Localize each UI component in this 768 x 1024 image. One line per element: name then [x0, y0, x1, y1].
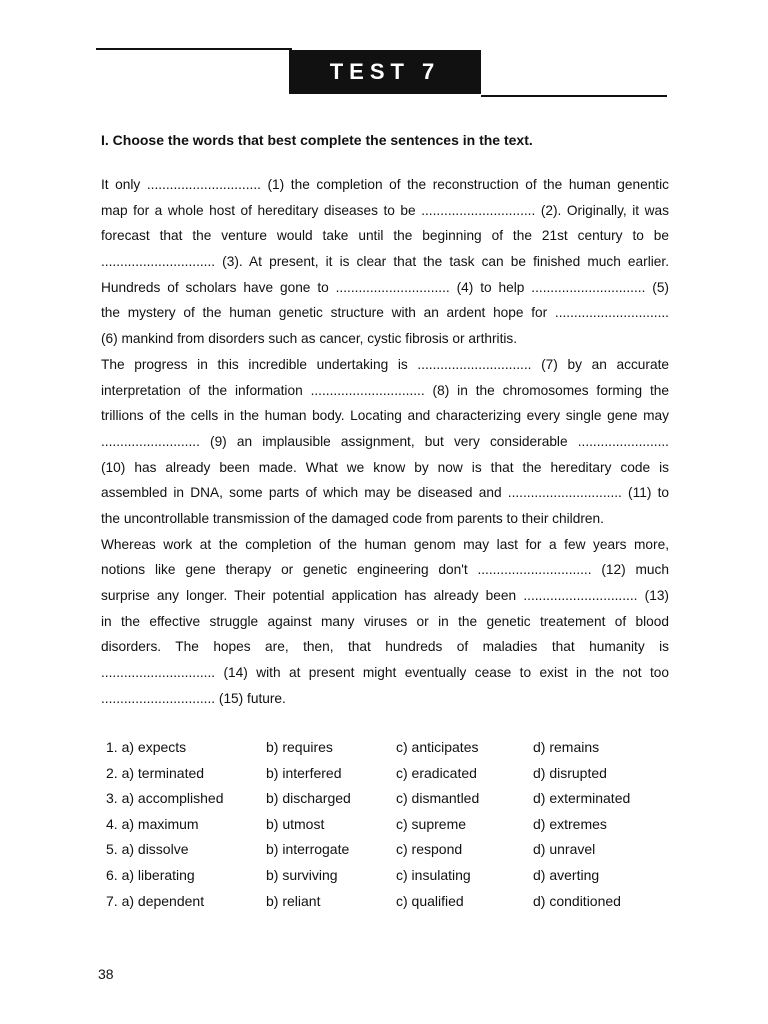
passage-line: (6) mankind from disorders such as cancer, cystic fibrosis or arthritis. [101, 331, 518, 347]
option-row [106, 812, 666, 838]
option-d: d) extremes [533, 815, 607, 832]
option-d: d) remains [533, 739, 600, 755]
option-c: c) anticipates [396, 739, 479, 755]
passage-line: The progress in this incredible undertaking is .............................. (7) by an accurate [101, 356, 669, 372]
instruction-heading: I. Choose the words that best complete the sentences in the text. [101, 132, 533, 148]
option-a: 1. a) expects [106, 739, 187, 755]
option-a: 7. a) dependent [106, 892, 205, 909]
passage-line: Hundreds of scholars have gone to .............................. (4) to help .............................. (5) [101, 279, 669, 295]
option-d: d) disrupted [533, 764, 607, 781]
passage-line: disorders. The hopes are, then, that hundreds of maladies that humanity is [101, 639, 669, 655]
option-row [106, 863, 666, 889]
option-b: b) discharged [266, 790, 351, 807]
page-number: 38 [98, 966, 114, 982]
option-row [106, 735, 666, 761]
option-b: b) interfered [266, 764, 342, 781]
option-a: 4. a) maximum [106, 815, 199, 832]
option-b: b) requires [266, 739, 333, 755]
option-d: d) unravel [533, 841, 596, 858]
passage-line: Whereas work at the completion of the human genom may last for a few years more, [101, 536, 669, 552]
passage-line: (10) has already been made. What we know by now is that the hereditary code is [101, 459, 669, 475]
passage [101, 172, 669, 711]
option-row [106, 837, 666, 863]
option-a: 6. a) liberating [106, 866, 195, 883]
option-d: d) conditioned [533, 892, 621, 909]
passage-line: .............................. (14) with at present might eventually cease to exist in the not too [101, 665, 669, 681]
option-c: c) eradicated [396, 764, 477, 781]
passage-line: map for a whole host of hereditary diseases to be .............................. (2). Originally, it was [101, 202, 669, 218]
option-c: c) respond [396, 841, 463, 858]
passage-line: trillions of the cells in the human body. Locating and characterizing every single gene may [101, 408, 669, 424]
option-b: b) interrogate [266, 841, 350, 858]
passage-line: forecast that the venture would take until the beginning of the 21st century to be [101, 228, 669, 244]
option-c: c) qualified [396, 892, 464, 909]
header-rule-right [481, 95, 667, 97]
option-b: b) reliant [266, 892, 321, 909]
option-c: c) dismantled [396, 790, 480, 807]
passage-line: .............................. (15) future. [101, 690, 286, 706]
option-a: 5. a) dissolve [106, 841, 189, 858]
header-rule-left [96, 48, 292, 50]
option-row [106, 761, 666, 787]
passage-line: interpretation of the information .............................. (8) in the chromosomes forming the [101, 382, 669, 398]
passage-line: It only .............................. (1) the completion of the reconstruction of the human genentic [101, 177, 669, 192]
passage-line: in the effective struggle against many viruses or in the genetic treatement of blood [101, 613, 669, 629]
passage-line: surprise any longer. Their potential application has already been .............................. (13) [101, 588, 669, 603]
passage-line: .............................. (3). At present, it is clear that the task can be finished much earlier. [101, 254, 669, 270]
option-c: c) insulating [396, 866, 471, 883]
option-a: 3. a) accomplished [106, 790, 224, 807]
option-b: b) utmost [266, 815, 325, 832]
option-d: d) averting [533, 866, 600, 883]
option-row [106, 786, 666, 812]
option-row [106, 889, 666, 915]
test-title: TEST 7 [289, 50, 481, 94]
passage-line: assembled in DNA, some parts of which may be diseased and .............................. (11) to [101, 485, 669, 501]
passage-line: .......................... (9) an implausible assignment, but very considerable ........................ [101, 433, 669, 449]
option-d: d) exterminated [533, 790, 631, 807]
passage-line: notions like gene therapy or genetic engineering don't .............................. (12) much [101, 562, 669, 578]
answer-options [106, 735, 666, 914]
option-b: b) surviving [266, 866, 338, 883]
passage-line: the mystery of the human genetic structure with an ardent hope for .............................. [101, 305, 669, 321]
option-a: 2. a) terminated [106, 764, 205, 781]
passage-line: the uncontrollable transmission of the damaged code from parents to their children. [101, 510, 604, 526]
option-c: c) supreme [396, 815, 467, 832]
